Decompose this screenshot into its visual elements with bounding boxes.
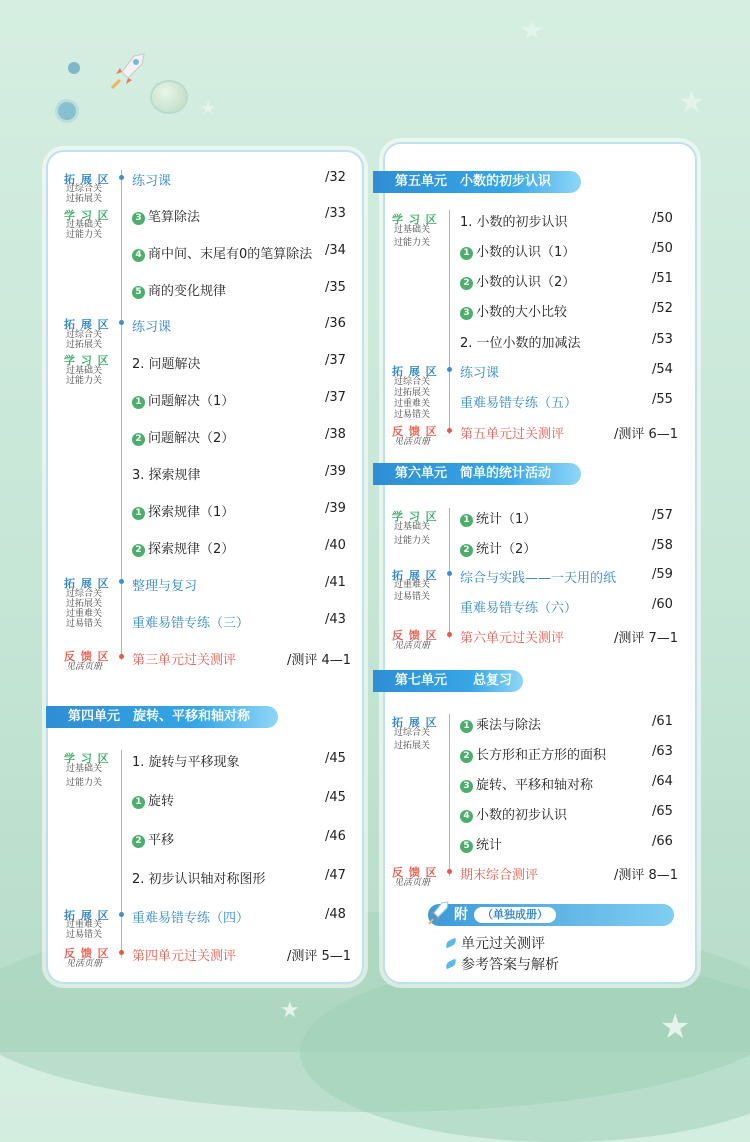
toc-entry-label: 旋转、平移和轴对称	[476, 778, 594, 793]
toc-entry-label: 旋转	[148, 794, 175, 809]
lesson-number-badge: 2	[132, 544, 145, 557]
toc-page: /54	[652, 362, 673, 377]
toc-page: /60	[652, 597, 673, 612]
toc-entry[interactable]	[460, 508, 536, 527]
toc-entry-label: 统计	[476, 838, 503, 853]
toc-entry-label: 统计（2）	[476, 542, 537, 557]
toc-page: /32	[325, 170, 346, 185]
toc-entry-label: 统计（1）	[476, 512, 537, 527]
lesson-number-badge: 5	[132, 286, 145, 299]
unit-banner: 第五单元 小数的初步认识	[373, 171, 581, 193]
unit-banner: 第四单元 旋转、平移和轴对称	[46, 706, 278, 728]
left-toc-panel	[46, 150, 364, 984]
zone-label-feedback: 反 馈 区	[392, 629, 438, 642]
zone-label-study: 学 习 区	[392, 510, 438, 523]
lesson-number-badge: 1	[460, 514, 473, 527]
lesson-number-badge: 1	[132, 396, 145, 409]
zone-label-extension: 拓 展 区	[64, 173, 110, 186]
lesson-number-badge: 1	[460, 720, 473, 733]
toc-entry-section[interactable]: 3. 探索规律	[132, 468, 201, 483]
toc-page: /55	[652, 392, 673, 407]
toc-page: /50	[652, 241, 673, 256]
zone-sub-label: 过综合关	[66, 184, 103, 194]
toc-page: /37	[325, 353, 346, 368]
toc-page: /测评 7—1	[614, 631, 679, 646]
zone-label-study: 学 习 区	[392, 213, 438, 226]
toc-page: /46	[325, 829, 346, 844]
zone-label-extension: 拓 展 区	[64, 577, 110, 590]
toc-entry[interactable]	[132, 829, 174, 848]
toc-entry-section[interactable]: 2. 问题解决	[132, 357, 201, 372]
toc-entry[interactable]	[460, 744, 606, 763]
unit-banner: 第七单元 总复习	[373, 670, 523, 692]
zone-sub-label: 过基础关	[66, 220, 103, 230]
toc-page: /43	[325, 612, 346, 627]
toc-entry[interactable]	[132, 390, 234, 409]
toc-page: /34	[325, 243, 346, 258]
toc-page: /45	[325, 790, 346, 805]
toc-entry-label: 小数的认识（1）	[476, 245, 576, 260]
lesson-number-badge: 2	[460, 544, 473, 557]
toc-entry[interactable]	[132, 501, 234, 520]
toc-entry-label: 问题解决（1）	[148, 394, 235, 409]
lesson-number-badge: 2	[460, 277, 473, 290]
toc-page: /66	[652, 834, 673, 849]
zone-sub-label: 过重难关	[66, 920, 103, 930]
toc-page: /47	[325, 868, 346, 883]
zone-label-extension: 拓 展 区	[392, 365, 438, 378]
toc-page: /36	[325, 316, 346, 331]
zone-sub-label: 过拓展关	[66, 194, 103, 204]
zone-sub-label: 过综合关	[66, 330, 103, 340]
timeline-dot	[119, 320, 124, 325]
feather-icon	[444, 938, 457, 949]
zone-sub-label: 过能力关	[394, 238, 431, 248]
appendix-item-label: 参考答案与解析	[461, 957, 559, 973]
rocket-icon	[426, 900, 452, 928]
zone-label-feedback: 反 馈 区	[64, 650, 110, 663]
zone-sub-label: 过综合关	[394, 728, 431, 738]
timeline-dot	[119, 950, 124, 955]
toc-page: /45	[325, 751, 346, 766]
zone-sub-label: 过拓展关	[66, 599, 103, 609]
timeline-dot	[119, 175, 124, 180]
zone-label-extension: 拓 展 区	[64, 318, 110, 331]
star-decoration: ★	[678, 85, 705, 120]
toc-page: /58	[652, 538, 673, 553]
toc-entry-unit-test[interactable]: 第三单元过关测评	[132, 653, 237, 668]
timeline-line	[449, 210, 450, 434]
timeline-dot	[119, 654, 124, 659]
toc-entry-drill[interactable]: 重难易错专练（五）	[460, 396, 578, 411]
toc-entry[interactable]	[460, 774, 593, 793]
toc-page: /52	[652, 301, 673, 316]
toc-page: /50	[652, 211, 673, 226]
toc-entry-label: 商的变化规律	[148, 284, 227, 299]
toc-entry-label: 乘法与除法	[476, 718, 542, 733]
lesson-number-badge: 1	[132, 507, 145, 520]
toc-entry[interactable]	[132, 427, 234, 446]
toc-entry-label: 笔算除法	[148, 210, 201, 225]
lesson-number-badge: 5	[460, 840, 473, 853]
zone-label-study: 学 习 区	[64, 354, 110, 367]
toc-page: /35	[325, 280, 346, 295]
zone-sub-label: 过基础关	[394, 522, 431, 532]
toc-entry-unit-test[interactable]: 第六单元过关测评	[460, 631, 565, 646]
toc-entry-label: 小数的初步认识	[476, 808, 568, 823]
toc-entry-practice-activity[interactable]: 综合与实践——一天用的纸	[460, 571, 617, 586]
toc-page: /48	[325, 907, 346, 922]
zone-sub-label: 过重难关	[394, 580, 431, 590]
toc-entry-section[interactable]: 1. 旋转与平移现象	[132, 755, 240, 770]
toc-entry-unit-test[interactable]: 第五单元过关测评	[460, 427, 565, 442]
star-decoration: ★	[280, 998, 300, 1023]
timeline-dot	[447, 869, 452, 874]
star-decoration: ★	[520, 16, 544, 46]
toc-entry-final-test[interactable]: 期末综合测评	[460, 868, 539, 883]
timeline-line	[121, 750, 122, 958]
appendix-item[interactable]	[445, 933, 545, 953]
zone-sub-label: 过易错关	[66, 930, 103, 940]
zone-sub-label: 过易错关	[394, 410, 431, 420]
toc-page: /38	[325, 427, 346, 442]
toc-entry[interactable]	[460, 834, 502, 853]
toc-page: /39	[325, 464, 346, 479]
unit-banner: 第六单元 简单的统计活动	[373, 463, 581, 485]
toc-entry-section[interactable]: 2. 一位小数的加减法	[460, 336, 581, 351]
zone-sub-label: 见活页册	[66, 662, 103, 672]
toc-entry-practice[interactable]: 练习课	[460, 366, 500, 381]
zone-sub-label: 过综合关	[66, 589, 103, 599]
zone-label-extension: 拓 展 区	[392, 716, 438, 729]
toc-entry-label: 小数的大小比较	[476, 305, 568, 320]
star-decoration: ★	[660, 1007, 691, 1047]
zone-sub-label: 见活页册	[394, 437, 431, 447]
timeline-dot	[447, 367, 452, 372]
toc-page: /61	[652, 714, 673, 729]
lesson-number-badge: 1	[460, 247, 473, 260]
toc-page: /53	[652, 332, 673, 347]
lesson-number-badge: 3	[132, 212, 145, 225]
lesson-number-badge: 4	[460, 810, 473, 823]
toc-entry-label: 商中间、末尾有0的笔算除法	[148, 247, 313, 262]
toc-page: /59	[652, 567, 673, 582]
toc-entry-unit-test[interactable]: 第四单元过关测评	[132, 949, 237, 964]
toc-entry[interactable]	[132, 243, 312, 262]
toc-entry-drill[interactable]: 重难易错专练（三）	[132, 616, 250, 631]
rocket-icon	[104, 48, 152, 96]
feather-icon	[444, 959, 457, 970]
timeline-dot	[119, 912, 124, 917]
planet-decoration	[68, 62, 80, 74]
timeline-line	[121, 170, 122, 660]
planet-decoration	[58, 102, 76, 120]
zone-sub-label: 过能力关	[66, 230, 103, 240]
toc-entry-label: 小数的认识（2）	[476, 275, 576, 290]
zone-sub-label: 过能力关	[66, 376, 103, 386]
toc-entry[interactable]	[460, 714, 541, 733]
toc-page: /33	[325, 206, 346, 221]
timeline-dot	[447, 571, 452, 576]
toc-entry-section[interactable]: 1. 小数的初步认识	[460, 215, 568, 230]
toc-entry-section[interactable]: 2. 初步认识轴对称图形	[132, 872, 266, 887]
toc-entry-label: 问题解决（2）	[148, 431, 235, 446]
zone-sub-label: 过拓展关	[394, 741, 431, 751]
star-decoration: ★	[200, 98, 217, 119]
lesson-number-badge: 2	[460, 750, 473, 763]
appendix-header	[428, 904, 674, 926]
toc-entry-drill[interactable]: 重难易错专练（六）	[460, 601, 578, 616]
right-toc-panel	[383, 142, 697, 984]
toc-page: /63	[652, 744, 673, 759]
toc-entry[interactable]	[460, 241, 575, 260]
toc-entry[interactable]	[460, 804, 567, 823]
toc-page: /测评 8—1	[614, 868, 679, 883]
zone-sub-label: 过重难关	[394, 399, 431, 409]
lesson-number-badge: 1	[132, 796, 145, 809]
toc-entry-review[interactable]: 整理与复习	[132, 579, 198, 594]
appendix-tag: （单独成册）	[474, 907, 556, 923]
toc-entry[interactable]	[460, 538, 536, 557]
toc-page: /37	[325, 390, 346, 405]
toc-page: /64	[652, 774, 673, 789]
toc-entry[interactable]	[132, 206, 200, 225]
zone-label-extension: 拓 展 区	[64, 909, 110, 922]
zone-sub-label: 过基础关	[66, 366, 103, 376]
zone-sub-label: 见活页册	[394, 641, 431, 651]
timeline-dot	[447, 428, 452, 433]
zone-label-feedback: 反 馈 区	[392, 866, 438, 879]
toc-page: /测评 6—1	[614, 427, 679, 442]
toc-page: /39	[325, 501, 346, 516]
toc-page: /测评 5—1	[287, 949, 352, 964]
zone-sub-label: 过能力关	[394, 536, 431, 546]
zone-label-feedback: 反 馈 区	[392, 425, 438, 438]
zone-sub-label: 过重难关	[66, 609, 103, 619]
zone-label-study: 学 习 区	[64, 752, 110, 765]
zone-sub-label: 过易错关	[394, 592, 431, 602]
zone-sub-label: 过基础关	[394, 225, 431, 235]
toc-page: /51	[652, 271, 673, 286]
toc-entry-label: 长方形和正方形的面积	[476, 748, 607, 763]
zone-sub-label: 过综合关	[394, 377, 431, 387]
zone-sub-label: 过能力关	[66, 778, 103, 788]
toc-entry-practice[interactable]: 练习课	[132, 320, 172, 335]
toc-entry[interactable]	[132, 280, 226, 299]
toc-entry-practice[interactable]: 练习课	[132, 174, 172, 189]
toc-entry[interactable]	[460, 301, 567, 320]
zone-sub-label: 过基础关	[66, 764, 103, 774]
appendix-item[interactable]	[445, 954, 559, 974]
zone-sub-label: 见活页册	[66, 959, 103, 969]
zone-sub-label: 过拓展关	[66, 340, 103, 350]
timeline-line	[449, 714, 450, 876]
toc-entry-label: 平移	[148, 833, 175, 848]
toc-page: /40	[325, 538, 346, 553]
zone-sub-label: 见活页册	[394, 878, 431, 888]
appendix-item-label: 单元过关测评	[461, 936, 545, 952]
lesson-number-badge: 2	[132, 835, 145, 848]
toc-entry[interactable]	[132, 538, 234, 557]
zone-sub-label: 过拓展关	[394, 388, 431, 398]
toc-entry-label: 探索规律（1）	[148, 505, 235, 520]
appendix-title: 附	[454, 907, 468, 923]
toc-entry-label: 探索规律（2）	[148, 542, 235, 557]
timeline-dot	[119, 579, 124, 584]
toc-entry-drill[interactable]: 重难易错专练（四）	[132, 911, 250, 926]
toc-entry[interactable]	[132, 790, 174, 809]
zone-label-extension: 拓 展 区	[392, 569, 438, 582]
lesson-number-badge: 3	[460, 307, 473, 320]
toc-page: /65	[652, 804, 673, 819]
timeline-dot	[447, 632, 452, 637]
toc-entry[interactable]	[460, 271, 575, 290]
zone-label-study: 学 习 区	[64, 209, 110, 222]
toc-page: /57	[652, 508, 673, 523]
toc-page: /测评 4—1	[287, 653, 352, 668]
toc-page: /41	[325, 575, 346, 590]
lesson-number-badge: 2	[132, 433, 145, 446]
zone-sub-label: 过易错关	[66, 619, 103, 629]
lesson-number-badge: 3	[460, 780, 473, 793]
planet-decoration	[152, 82, 186, 112]
lesson-number-badge: 4	[132, 249, 145, 262]
zone-label-feedback: 反 馈 区	[64, 947, 110, 960]
